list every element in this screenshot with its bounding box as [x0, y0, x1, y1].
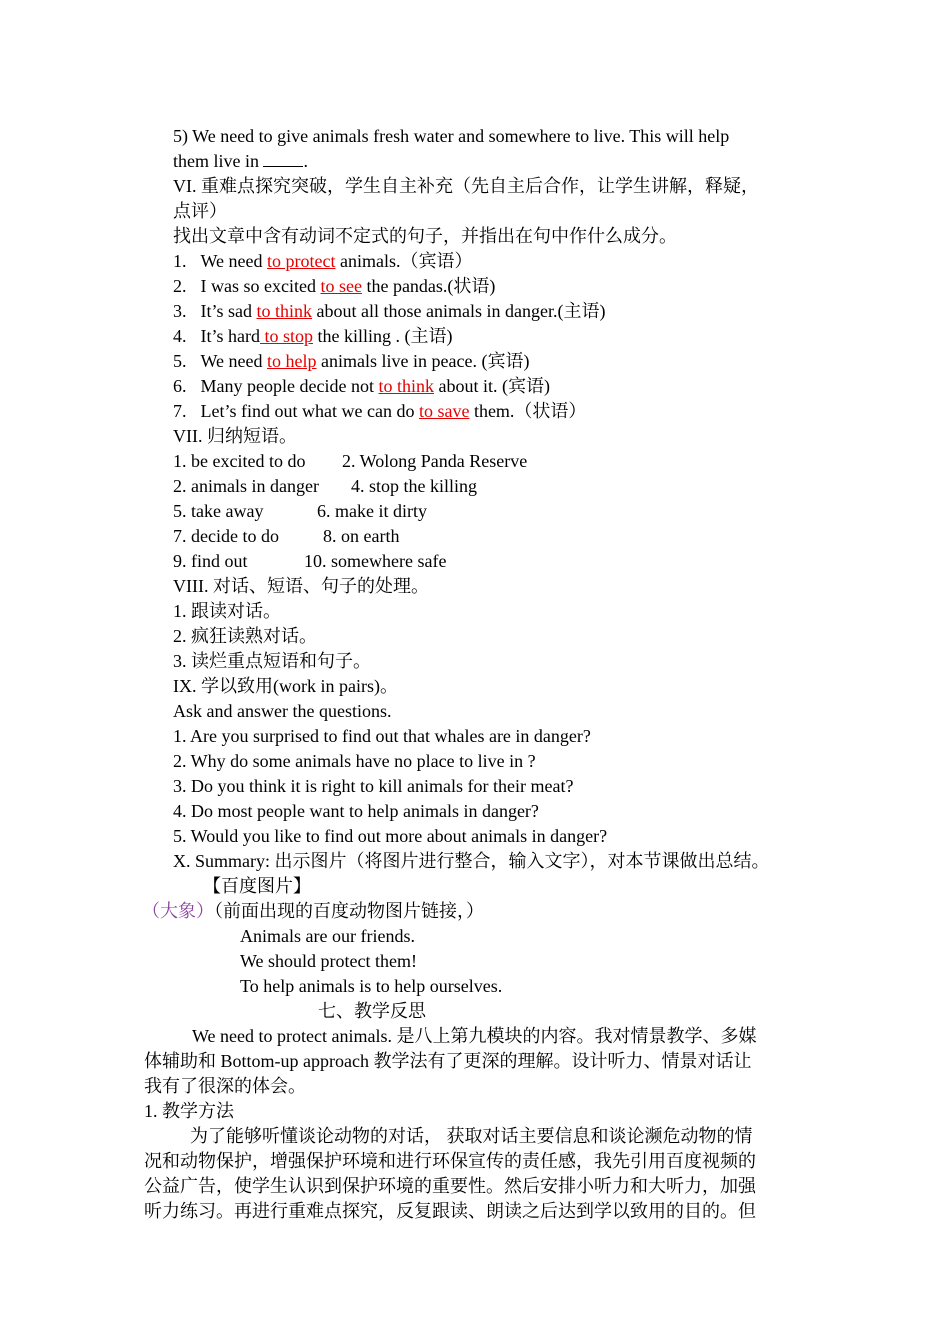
sentence-number: 2. — [173, 276, 187, 296]
sentence-pre: It’s sad — [200, 301, 257, 321]
section-6-title: VI. 重难点探究突破，学生自主补充（先自主后合作，让学生讲解，释疑， — [173, 176, 759, 196]
phrase-a: 5. take away — [173, 501, 264, 521]
question-item: 3. Do you think it is right to kill animals for their meat? — [173, 776, 574, 796]
sentence-post: animals.（宾语） — [335, 251, 473, 271]
summary-line: We should protect them! — [240, 951, 418, 971]
infinitive-highlight: to stop — [259, 326, 313, 346]
infinitive-sentence — [173, 274, 495, 299]
question-item: 5. Would you like to find out more about animals in danger? — [173, 826, 608, 846]
sentence-number: 4. — [173, 326, 187, 346]
reflection-subheading: 1. 教学方法 — [144, 1101, 234, 1121]
elephant-label: （大象） — [142, 901, 214, 921]
infinitive-highlight: to protect — [267, 251, 336, 271]
phrase-a: 2. animals in danger — [173, 476, 319, 496]
section-10-summary: X. Summary: 出示图片（将图片进行整合，输入文字），对本节课做出总结。 — [173, 851, 770, 871]
question-item: 4. Do most people want to help animals in danger? — [173, 801, 539, 821]
sentence-number: 6. — [173, 376, 187, 396]
paragraph-line: 体辅助和 Bottom-up approach 教学法有了更深的理解。设计听力、情景对话让 — [144, 1051, 752, 1071]
item5-line2-end: . — [303, 151, 308, 171]
infinitive-highlight: to think — [378, 376, 434, 396]
list-item: 3. 读烂重点短语和句子。 — [173, 651, 371, 671]
list-item: 2. 疯狂读熟对话。 — [173, 626, 317, 646]
infinitive-sentence — [173, 374, 550, 399]
question-item: 1. Are you surprised to find out that whales are in danger? — [173, 726, 591, 746]
sentence-number: 5. — [173, 351, 187, 371]
phrase-b: 2. Wolong Panda Reserve — [342, 451, 528, 471]
item5-line2-text: them live in — [173, 151, 264, 171]
sentence-pre: We need — [200, 251, 268, 271]
section-7-title: VII. 归纳短语。 — [173, 426, 297, 446]
sentence-post: the pandas.(状语) — [361, 276, 496, 296]
sentence-pre: We need — [200, 351, 268, 371]
phrase-b: 4. stop the killing — [351, 476, 477, 496]
paragraph-line: 我有了很深的体会。 — [144, 1076, 306, 1096]
list-item: 1. 跟读对话。 — [173, 601, 281, 621]
item5-line1: 5) We need to give animals fresh water and somewhere to live. This will help — [173, 126, 730, 146]
phrase-a: 1. be excited to do — [173, 451, 306, 471]
sentence-post: animals live in peace. (宾语) — [316, 351, 530, 371]
infinitive-sentence — [173, 299, 605, 324]
infinitive-sentence — [173, 324, 452, 349]
infinitive-highlight: to see — [320, 276, 362, 296]
sentence-post: about all those animals in danger.(主语) — [312, 301, 606, 321]
sentence-pre: Many people decide not — [200, 376, 379, 396]
infinitive-sentence — [173, 249, 473, 274]
sentence-number: 7. — [173, 401, 187, 421]
paragraph-line: We need to protect animals. 是八上第九模块的内容。我对情景教学、多媒 — [192, 1026, 757, 1046]
paragraph-line: 听力练习。再进行重难点探究，反复跟读、朗读之后达到学以致用的目的。但 — [144, 1201, 756, 1221]
phrase-b: 8. on earth — [323, 526, 400, 546]
item5-line2 — [173, 149, 308, 174]
sentence-post: them.（状语） — [469, 401, 587, 421]
paragraph-line: 况和动物保护，增强保护环境和进行环保宣传的责任感，我先引用百度视频的 — [144, 1151, 756, 1171]
phrase-a: 9. find out — [173, 551, 248, 571]
sentence-pre: It’s hard — [200, 326, 260, 346]
section-8-title: VIII. 对话、短语、句子的处理。 — [173, 576, 429, 596]
section-9-title: IX. 学以致用(work in pairs)。 — [173, 676, 398, 696]
infinitive-highlight: to think — [256, 301, 313, 321]
summary-line: Animals are our friends. — [240, 926, 415, 946]
sentence-pre: Let’s find out what we can do — [200, 401, 419, 421]
paragraph-line: 公益广告，使学生认识到保护环境的重要性。然后安排小听力和大听力，加强 — [144, 1176, 756, 1196]
section-6-title-cont: 点评） — [173, 201, 227, 221]
section-6-intro: 找出文章中含有动词不定式的句子，并指出在句中作什么成分。 — [173, 226, 677, 246]
baidu-images-label: 【百度图片】 — [203, 876, 311, 896]
infinitive-highlight: to save — [418, 401, 470, 421]
image-link-line — [142, 899, 484, 924]
summary-line: To help animals is to help ourselves. — [240, 976, 503, 996]
sentence-post: about it. (宾语) — [433, 376, 550, 396]
phrase-b: 6. make it dirty — [317, 501, 427, 521]
sentence-post: the killing . (主语) — [313, 326, 453, 346]
infinitive-highlight: to help — [267, 351, 317, 371]
infinitive-sentence — [173, 349, 529, 374]
infinitive-sentence — [173, 399, 586, 424]
fill-blank — [263, 150, 303, 167]
question-item: 2. Why do some animals have no place to live in ? — [173, 751, 536, 771]
paragraph-line: 为了能够听懂谈论动物的对话， 获取对话主要信息和谈论濒危动物的情 — [190, 1126, 753, 1146]
phrase-b: 10. somewhere safe — [304, 551, 447, 571]
sentence-pre: I was so excited — [200, 276, 321, 296]
sentence-number: 3. — [173, 301, 187, 321]
reflection-heading: 七、教学反思 — [318, 1001, 426, 1021]
sentence-number: 1. — [173, 251, 187, 271]
image-link-note: （前面出现的百度动物图片链接，） — [214, 901, 484, 921]
phrase-a: 7. decide to do — [173, 526, 279, 546]
section-9-intro: Ask and answer the questions. — [173, 701, 392, 721]
